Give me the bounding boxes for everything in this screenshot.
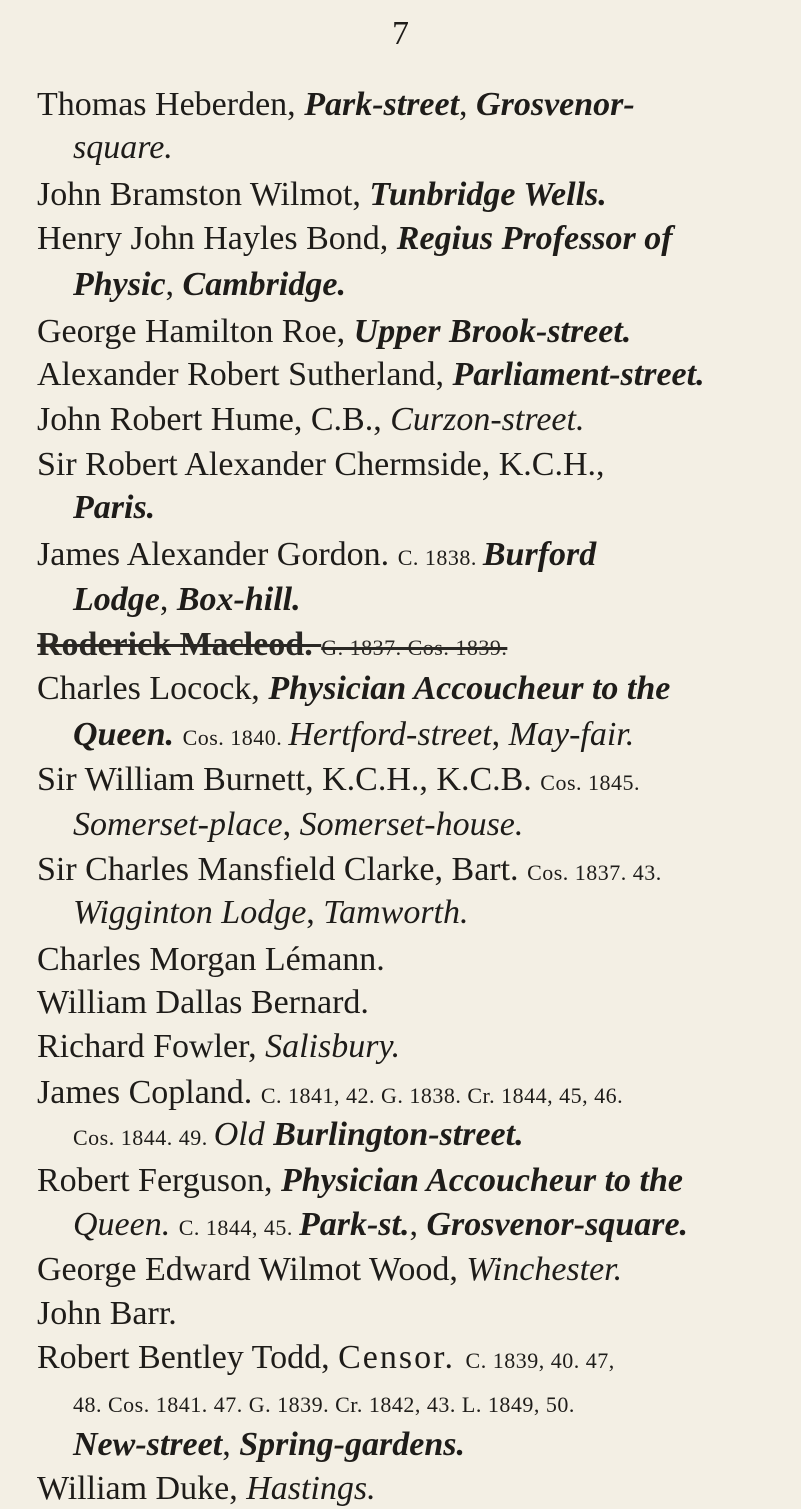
text-segment: Henry John Hayles Bond, (37, 220, 397, 257)
text-line (37, 400, 584, 440)
text-segment: Old (213, 1116, 274, 1153)
text-segment: Charles Locock, (37, 670, 269, 707)
text-segment: Regius Professor of (396, 220, 673, 257)
text-line (37, 355, 705, 395)
text-line (37, 85, 635, 125)
text-segment: Physician Accoucheur to the (280, 1162, 684, 1199)
text-segment: Burlington-street. (273, 1116, 524, 1153)
text-segment: , (459, 86, 477, 123)
text-segment: Cos. 1845. (540, 770, 641, 795)
text-segment: square. (73, 129, 173, 166)
text-segment: Robert Bentley Todd, (37, 1339, 339, 1376)
text-line (73, 893, 469, 933)
text-line (37, 175, 607, 215)
text-segment: Cambridge. (182, 266, 346, 303)
text-line (37, 940, 385, 980)
text-segment: May-fair. (508, 716, 635, 753)
text-segment: Tunbridge Wells. (369, 176, 607, 213)
text-segment: C. 1844, 45. (178, 1215, 299, 1240)
text-segment: Salisbury. (265, 1028, 401, 1065)
text-segment: 48. Cos. 1841. 47. G. 1839. Cr. 1842, 43. L. 1849, 50. (73, 1392, 575, 1417)
page-number: 7 (392, 15, 409, 52)
text-segment: , (159, 581, 177, 618)
text-segment: Grosvenor-square. (426, 1206, 689, 1243)
text-line (37, 312, 631, 352)
text-segment: Charles Morgan Lémann. (37, 941, 385, 978)
text-segment: Richard Fowler, (37, 1028, 266, 1065)
text-line (37, 219, 673, 259)
text-line (37, 1027, 400, 1067)
text-segment: John Bramston Wilmot, (37, 176, 370, 213)
text-line (73, 265, 346, 305)
text-segment: Park-street (304, 86, 460, 123)
text-segment: C. 1839, 40. 47, (465, 1348, 615, 1373)
text-line (37, 983, 369, 1023)
text-segment: , (409, 1206, 427, 1243)
text-segment: Physic (73, 266, 166, 303)
text-segment: John Barr. (37, 1295, 177, 1332)
text-segment: G. 1837. Cos. 1839. (321, 635, 508, 660)
text-segment: Hertford-street (288, 716, 492, 753)
text-segment: Cos. 1837. 43. (527, 860, 662, 885)
text-line (73, 1382, 575, 1425)
text-segment: Somerset-house. (299, 806, 524, 843)
text-segment: John Robert Hume, C.B., (37, 401, 391, 438)
text-segment: Upper Brook-street. (353, 313, 632, 350)
text-segment: Park-st. (298, 1206, 410, 1243)
text-line (37, 669, 670, 709)
text-line (73, 1205, 688, 1248)
text-segment: C. 1838. (397, 545, 483, 570)
text-segment: Tamworth. (323, 894, 469, 931)
text-segment: James Copland. (37, 1074, 261, 1111)
text-segment: New-street (73, 1426, 223, 1463)
text-segment: Sir Charles Mansfield Clarke, Bart. (37, 851, 528, 888)
text-segment: George Hamilton Roe, (37, 313, 354, 350)
text-line (73, 1115, 524, 1158)
text-line (37, 1073, 623, 1116)
text-line (73, 715, 634, 758)
text-segment: , (165, 266, 183, 303)
text-line (73, 805, 523, 845)
text-line (37, 1250, 622, 1290)
text-segment: Thomas Heberden, (37, 86, 305, 123)
text-segment: Roderick Macleod. (37, 626, 322, 663)
text-segment: Sir William Burnett, K.C.H., K.C.B. (37, 761, 541, 798)
text-segment: Somerset-place (73, 806, 283, 843)
text-line (37, 535, 596, 578)
text-segment: George Edward Wilmot Wood, (37, 1251, 467, 1288)
text-segment: , (222, 1426, 240, 1463)
text-segment: James Alexander Gordon. (37, 536, 398, 573)
text-line (73, 1425, 465, 1465)
text-segment: , (491, 716, 509, 753)
text-segment: Sir Robert Alexander Chermside, K.C.H., (37, 446, 605, 483)
text-line (37, 1161, 683, 1201)
text-segment: Box-hill. (176, 581, 301, 618)
text-segment: Curzon-street. (390, 401, 585, 438)
text-segment: Physician Accoucheur to the (268, 670, 671, 707)
text-segment: Burford (482, 536, 597, 573)
text-line (37, 445, 605, 485)
text-segment: William Duke, (37, 1470, 247, 1507)
text-line (73, 128, 173, 168)
text-segment: Grosvenor- (476, 86, 635, 123)
text-line (37, 1294, 177, 1334)
text-line (73, 580, 301, 620)
text-segment: Paris. (73, 489, 156, 526)
text-segment: Winchester. (466, 1251, 623, 1288)
text-segment: Hastings. (246, 1470, 376, 1507)
text-segment: Cos. 1840. (182, 725, 289, 750)
text-segment: Cos. 1844. 49. (73, 1125, 214, 1150)
text-segment: C. 1841, 42. G. 1838. Cr. 1844, 45, 46. (260, 1083, 624, 1108)
text-segment: Wigginton Lodge (73, 894, 307, 931)
text-segment: Alexander Robert Sutherland, (37, 356, 453, 393)
text-segment: Queen. (73, 716, 183, 753)
text-segment: Parliament-street. (452, 356, 705, 393)
text-line (37, 760, 640, 803)
text-segment: Spring-gardens. (239, 1426, 465, 1463)
text-line (37, 1469, 376, 1509)
text-line (73, 488, 155, 528)
text-line (37, 1338, 615, 1381)
text-segment: Robert Ferguson, (37, 1162, 281, 1199)
text-segment: William Dallas Bernard. (37, 984, 369, 1021)
text-segment: Lodge (73, 581, 160, 618)
text-segment: Censor. (338, 1339, 466, 1376)
text-segment: Queen. (73, 1206, 179, 1243)
text-segment: , (306, 894, 324, 931)
text-segment: , (282, 806, 300, 843)
text-line (37, 625, 507, 668)
text-line (37, 850, 662, 893)
